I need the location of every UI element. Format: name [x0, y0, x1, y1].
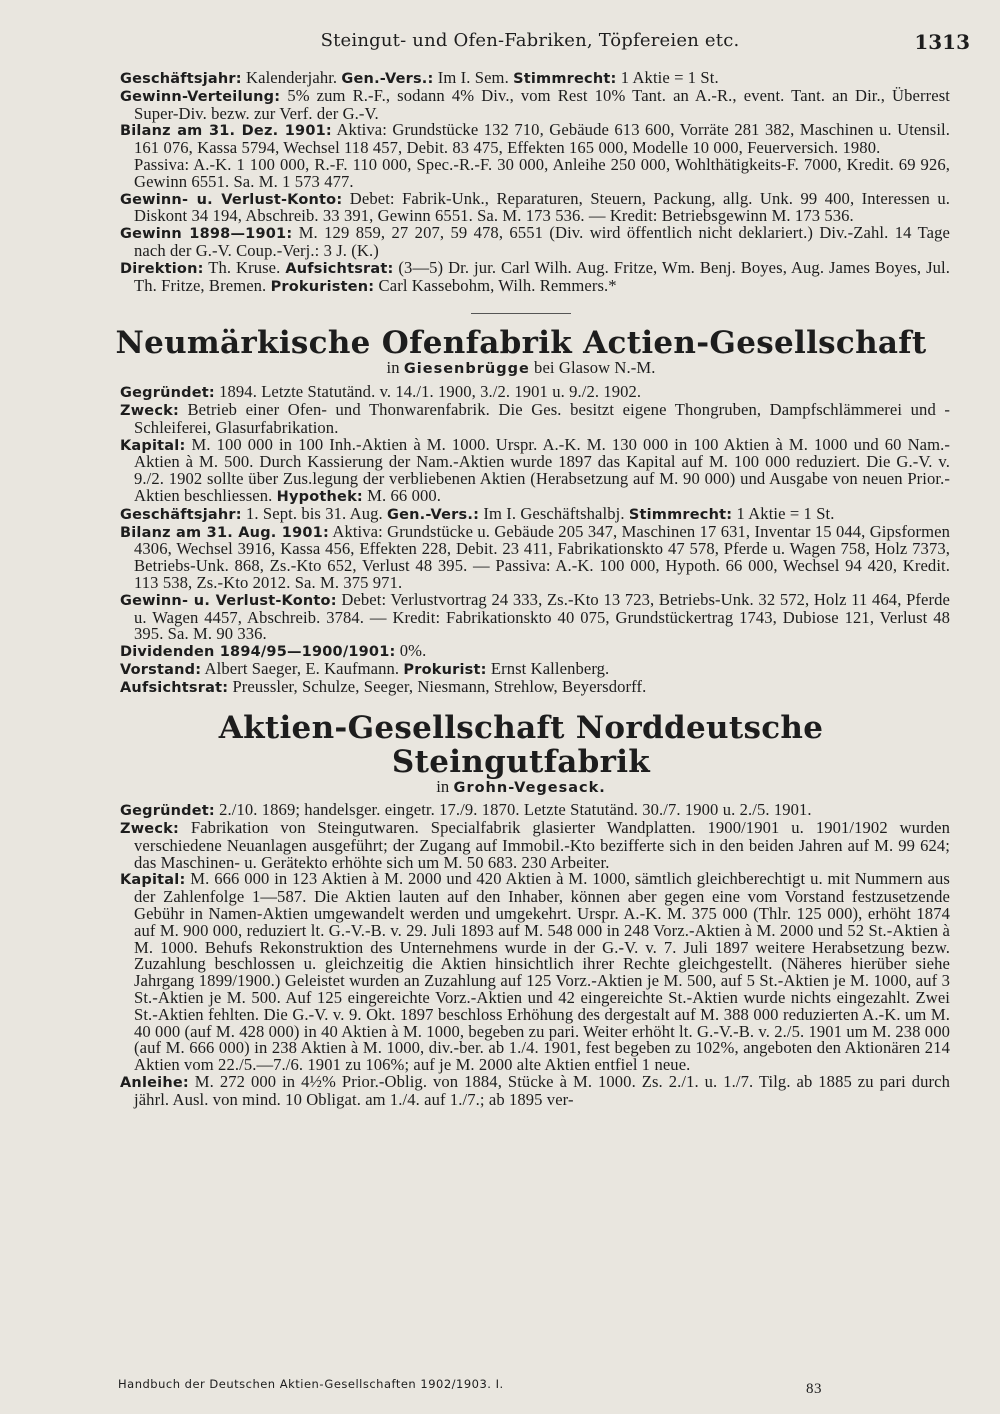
location-city: Grohn-Vegesack.: [453, 779, 606, 796]
entry-key: Geschäftsjahr:: [120, 71, 242, 87]
entry-text: Aktiva: Grundstücke 132 710, Gebäude 613 600, Vorräte 281 382, Maschinen u. Utensil. 161 076, Kassa 5794, Wechsel 118 457, Debit. 83 475, Effekten 165 000, Modelle 10 000, Feuerversich. 1980.: [134, 120, 951, 158]
entry-key: Aufsichtsrat:: [285, 260, 394, 277]
entry-paragraph: [92, 820, 950, 871]
entry-key: Kapital:: [120, 437, 186, 454]
entry-key: Stimmrecht:: [628, 506, 733, 523]
entry-key: Geschäftsjahr:: [120, 506, 242, 523]
entry-key: Kapital:: [120, 872, 186, 889]
company-location-norddeutsche: [92, 776, 950, 797]
location-prefix: in: [386, 358, 404, 378]
entry-paragraph: [92, 85, 950, 123]
entry-key: Gegründet:: [120, 803, 215, 820]
entry-paragraph: [92, 871, 950, 1074]
entry-key: Zweck:: [120, 402, 179, 419]
entry-text: Im I. Sem.: [433, 68, 514, 87]
entry-text: Aktiva: Grundstücke u. Gebäude 205 347, Maschinen 17 631, Inventar 15 044, Gipsformen 4306, Wechsel 3916, Kassa 456, Effekten 228, Debit. 23 411, Fabrikationskto 47 578, Pferde u. Wagen 758, Holz 7373, Betriebs-Unk. 868, Zs.-Kto 652, Verlust 48 395. — Passiva: A.-K. 100 000, Hypoth. 66 000, Wechsel 94 420, Kredit. 113 538, Zs.-Kto 2012. Sa. M. 375 971.: [134, 521, 950, 592]
entry-text: 5% zum R.-F., sodann 4% Div., vom Rest 10% Tant. an A.-R., event. Tant. an Dir., Überrest Super-Div. bezw. zur Verf. der G.-V.: [134, 85, 950, 123]
entry-key: Gewinn 1898—1901:: [120, 226, 293, 243]
entry-text: M. 100 000 in 100 Inh.-Aktien à M. 1000. Urspr. A.-K. M. 130 000 in 100 Aktien à M. 1000 und 60 Nam.-Aktien à M. 500. Durch Kassierung der Nam.-Aktien wurde 1897 das Kapital auf M. 100 000 reduziert. Die G.-V. v. 9./2. 1902 sollte über Zus.legung der verbliebenen Aktien (Herabsetzung auf M. 90 000) und Ausgabe von neuen Prior.-Aktien beschliessen.: [134, 434, 950, 505]
entry-text: Carl Kassebohm, Wilh. Remmers.*: [374, 275, 617, 295]
entry-key: Hypothek:: [276, 488, 363, 505]
entry-text: Betrieb einer Ofen- und Thonwarenfabrik. Die Ges. besitzt eigene Thongruben, Dampfschlämmerei und -Schleiferei, Glasurfabrikation.: [134, 399, 950, 437]
entry-key: Prokuristen:: [270, 278, 375, 295]
entry-text: 1. Sept. bis 31. Aug.: [241, 503, 387, 523]
entry-text: 2./10. 1869; handelsger. eingetr. 17./9. 1870. Letzte Statutänd. 30./7. 1900 u. 2./5. 1901.: [214, 800, 812, 820]
entry-text: M. 666 000 in 123 Aktien à M. 2000 und 420 Aktien à M. 1000, sämtlich gleichberechtigt u. mit Nummern aus der Zahlenfolge 1—587. Die Aktien lauten auf den Inhaber, können aber gegen eine vom Vorstand festzusetzende Gebühr in Namen-Aktien umgewandelt werden und umgekehrt. Urspr. A.-K. M. 375 000 (Thlr. 125 000), erhöht 1874 auf M. 900 000, reduziert lt. G.-V.-B. v. 29. Juli 1893 auf M. 548 000 in 248 Vorz.-Aktien à M. 2000 und 52 St.-Aktien à M. 1000. Behufs Rekonstruktion des Unternehmens wurde in der G.-V. v. 7. Juli 1897 weitere Herabsetzung bezw. Zuzahlung beschlossen u. gleichzeitig die Aktien hinsichtlich ihrer Rechte gleichgestellt. (Näheres hierüber siehe Jahrgang 1899/1900.) Geleistet wurden an Zuzahlung auf 125 Vorz.-Aktien je M. 500, auf 5 St.-Aktien je M. 1000, auf 3 St.-Aktien je M. 500. Auf 125 eingereichte Vorz.-Aktien und 42 eingereichte St.-Aktien wurde nichts eingezahlt. Zwei St.-Aktien fehlten. Die G.-V. v. 9. Okt. 1897 beschloss Erhöhung des dergestalt auf M. 388 000 reduzierten A.-K. um M. 40 000 (auf M. 428 000) in 40 Aktien à M. 1000, begeben zu pari. Weiter erhöht lt. G.-V.-B. v. 2./5. 1901 um M. 238 000 (auf M. 666 000) in 238 Aktien à M. 1000, div.-ber. ab 1./4. 1901, fest begeben zu 102%, angeboten den Aktionären 214 Aktien vom 22./5.—7./6. 1901 zu 106%; auf je M. 2000 alte Aktien entfiel 1 neue.: [134, 869, 950, 1075]
entry-key: Prokurist:: [403, 661, 487, 678]
entry-section-1: [92, 70, 950, 295]
entry-key: Gewinn- u. Verlust-Konto:: [120, 592, 337, 609]
entry-paragraph: [92, 676, 950, 697]
entry-section-3: [92, 802, 950, 1108]
entry-text: M. 129 859, 27 207, 59 478, 6551 (Div. wird öffentlich nicht deklariert.) Div.-Zahl. 14 Tage nach der G.-V. Coup.-Verj.: 3 J. (K.): [134, 223, 950, 260]
page-content: [92, 70, 950, 1109]
entry-key: Stimmrecht:: [513, 71, 617, 87]
entry-text: Ernst Kallenberg.: [486, 658, 610, 678]
entry-paragraph: [92, 257, 950, 296]
entry-key: Gewinn- u. Verlust-Konto:: [120, 191, 343, 208]
entry-key: Gegründet:: [120, 385, 215, 402]
entry-text: 1 Aktie = 1 St.: [732, 503, 835, 523]
entry-paragraph: [92, 225, 950, 260]
entry-key: Bilanz am 31. Aug. 1901:: [120, 524, 329, 541]
entry-key: Direktion:: [120, 260, 204, 277]
entry-key: Aufsichtsrat:: [120, 679, 229, 696]
running-head: [90, 30, 970, 60]
page-footer: [118, 1377, 878, 1397]
entry-key: Gen.-Vers.:: [341, 71, 434, 87]
company-title-norddeutsche: Aktien-Gesellschaft Norddeutsche Steingutfabrik: [218, 709, 824, 780]
entry-text: Th. Kruse.: [203, 257, 286, 277]
running-head-title: Steingut- und Ofen-Fabriken, Töpfereien etc.: [320, 30, 740, 51]
section-divider: [471, 313, 571, 314]
company-title-neumaerkische: Neumärkische Ofenfabrik Actien-Gesellschaft: [115, 325, 927, 362]
entry-text: 1 Aktie = 1 St.: [616, 68, 719, 87]
location-city: Giesenbrügge: [403, 361, 530, 378]
entry-text: Debet: Verlustvortrag 24 333, Zs.-Kto 13 723, Betriebs-Unk. 32 572, Holz 11 464, Pferde u. Wagen 4457, Abschreib. 3784. — Kredit: Fabrikationskto 40 075, Grundstückertrag 1743, Dubiose 121, Verlust 48 395. Sa. M. 90 336.: [134, 589, 950, 644]
entry-paragraph: [92, 154, 950, 191]
signature-mark: 83: [806, 1381, 822, 1397]
entry-text: M. 66 000.: [362, 485, 442, 505]
entry-text: 0%.: [395, 641, 427, 661]
company-location-neumaerkische: [92, 360, 950, 378]
entry-key: Gewinn-Verteilung:: [120, 88, 281, 105]
entry-section-2: [92, 384, 950, 696]
entry-text: Kalenderjahr.: [241, 68, 342, 87]
entry-text: Debet: Fabrik-Unk., Reparaturen, Steuern, Packung, allg. Unk. 99 400, Interessen u. Diskont 34 194, Abschreib. 33 391, Gewinn 6551. Sa. M. 173 536. — Kredit: Betriebsgewinn M. 173 536.: [134, 188, 951, 226]
page-number: 1313: [914, 30, 970, 54]
location-prefix: in: [436, 776, 454, 796]
entry-paragraph: [92, 1074, 950, 1109]
entry-text: 1894. Letzte Statutänd. v. 14./1. 1900, 3./2. 1901 u. 9./2. 1902.: [214, 382, 642, 402]
entry-text: Passiva: A.-K. 1 100 000, R.-F. 110 000, Spec.-R.-F. 30 000, Anleihe 250 000, Wohlthätigkeits-F. 7000, Kredit. 69 926, Gewinn 6551. Sa. M. 1 573 477.: [134, 154, 950, 191]
entry-text: (3—5) Dr. jur. Carl Wilh. Aug. Fritze, Wm. Benj. Boyes, Aug. James Boyes, Jul. Th. Fritze, Bremen.: [134, 257, 950, 295]
entry-key: Anleihe:: [120, 1075, 189, 1092]
entry-text: Preussler, Schulze, Seeger, Niesmann, Strehlow, Beyersdorff.: [228, 676, 647, 696]
entry-key: Bilanz am 31. Dez. 1901:: [120, 123, 332, 140]
entry-text: Albert Saeger, E. Kaufmann.: [201, 658, 404, 678]
entry-paragraph: [92, 521, 950, 592]
entry-key: Dividenden 1894/95—1900/1901:: [120, 644, 396, 661]
entry-paragraph: [92, 589, 950, 644]
entry-paragraph: [92, 122, 950, 157]
entry-key: Zweck:: [120, 821, 179, 838]
entry-text: Fabrikation von Steingutwaren. Specialfabrik glasierter Wandplatten. 1900/1901 u. 1901/1902 wurden verschiedene Neuanlagen ausgeführt; der Zugang auf Immobil.-Kto bezifferte sich in den beiden Jahren auf M. 99 624; das Maschinen- u. Gerätekto erhöhte sich um M. 50 683. 230 Arbeiter.: [134, 818, 950, 872]
entry-paragraph: [92, 434, 950, 506]
entry-paragraph: [92, 399, 950, 437]
entry-key: Gen.-Vers.:: [386, 506, 480, 523]
entry-text: Im I. Geschäftshalbj.: [479, 503, 629, 523]
entry-key: Vorstand:: [120, 661, 202, 678]
entry-text: M. 272 000 in 4½% Prior.-Oblig. von 1884, Stücke à M. 1000. Zs. 2./1. u. 1./7. Tilg. ab 1885 zu pari durch jährl. Ausl. von mind. 10 Obligat. am 1./4. auf 1./7.; ab 1895 ver-: [134, 1072, 950, 1109]
footer-text: Handbuch der Deutschen Aktien-Gesellschaften 1902/1903. I.: [118, 1377, 504, 1391]
location-suffix: bei Glasow N.-M.: [529, 358, 656, 378]
entry-paragraph: [92, 188, 951, 226]
